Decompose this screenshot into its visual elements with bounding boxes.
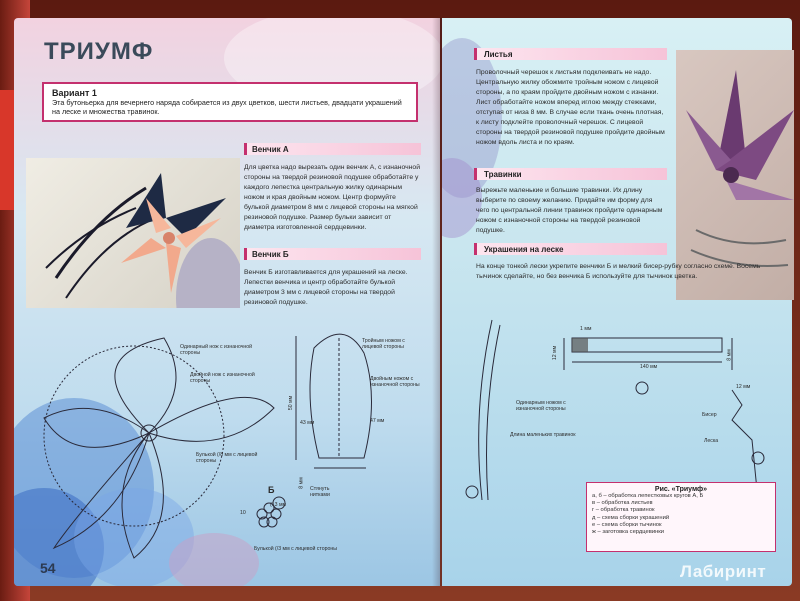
figure-caption bbox=[586, 482, 776, 552]
label-stretch: Стянуть нитками bbox=[310, 486, 330, 498]
petal-diagram bbox=[14, 318, 440, 578]
label-dim-1: 1 мм bbox=[580, 326, 592, 332]
label-dim-8: 8 мм bbox=[298, 477, 305, 489]
label-dim-13: (13 мм bbox=[270, 502, 287, 508]
label-line: Леска bbox=[704, 438, 719, 444]
decor-heading: Украшения на леске bbox=[484, 245, 564, 254]
small-flower-b bbox=[254, 500, 287, 530]
grass-line-diagram bbox=[442, 310, 792, 510]
label-dim-43: 43 мм bbox=[300, 420, 315, 426]
section-a-heading: Венчик А bbox=[252, 145, 289, 154]
caption-line: г – обработка травинок bbox=[592, 507, 655, 514]
watermark: Лабиринт bbox=[680, 562, 767, 581]
variant-text: Эта бутоньерка для вечернего наряда собирается из двух цветков, шести листьев, двадцати украшений на леске и множества травинок. bbox=[52, 98, 402, 116]
label-bead: Бисер bbox=[702, 412, 717, 418]
section-b-text: Венчик Б изготавливается для украшений на леске. Лепестки венчика и центр обработайте булькой диаметром 3 мм с лицевой стороны на твердой резиновой подушке. bbox=[244, 269, 408, 306]
caption-title: Рис. «Триумф» bbox=[654, 486, 708, 493]
label-dim-50: 50 мм bbox=[288, 395, 295, 411]
label-dim-12: 12 мм bbox=[552, 345, 559, 361]
label-single-knife-right: Одинарным ножом с изнаночной стороны bbox=[516, 400, 566, 412]
label-grass-length: Длина маленьких травинок bbox=[510, 432, 576, 438]
grass-heading: Травинки bbox=[484, 170, 522, 179]
label-dim-140: 140 мм bbox=[640, 364, 658, 370]
label-ball-3: Булькой (/3 мм с лицевой стороны bbox=[254, 546, 337, 552]
caption-line: в – обработка листьев bbox=[592, 500, 653, 507]
label-dim-10: 10 bbox=[240, 510, 246, 516]
label-dim-8: 8 мм bbox=[726, 349, 733, 361]
variant-box bbox=[42, 82, 418, 122]
flower-illustration bbox=[26, 158, 240, 308]
label-single-knife: Одинарный нож с изнаночной стороны bbox=[180, 344, 253, 356]
caption-line: д – схема сборки украшений bbox=[592, 514, 670, 521]
caption-line: а, б – обработка лепестковых кругов А, Б bbox=[592, 493, 704, 499]
decor-text: На конце тонкой лески укрепите венчики Б и мелкий бисер-рубку согласно схеме. Восемь тычинок сделайте, но без венчика Б используйте для тычинок цветка. bbox=[476, 263, 761, 280]
label-double-knife-2: Двойным ножом с изнаночной стороны bbox=[370, 376, 420, 388]
section-a-text: Для цветка надо вырезать один венчик А, с изнаночной стороны на твердой резиновой подушке обработайте у каждого лепестка центральную жилку одинарным ножом и края двойным ножом. Центр формуйте булькой диаметром 8 мм с лицевой стороны на мягкой резиновой подушке. Размер бульки зависит от диаметра изготовленной сердцевинки. bbox=[244, 164, 420, 231]
page-title: ТРИУМФ bbox=[44, 38, 154, 65]
caption-line: ж – заготовка сердцевинки bbox=[592, 529, 665, 536]
label-ball-8: Булькой (/8 мм с лицевой стороны bbox=[196, 452, 258, 464]
caption-line: е – схема сборки тычинок bbox=[592, 521, 662, 528]
label-double-knife: Двойной нож с изнаночной стороны bbox=[190, 372, 255, 384]
label-b: Б bbox=[268, 485, 275, 495]
leaves-heading: Листья bbox=[484, 50, 513, 59]
page-number: 54 bbox=[40, 560, 56, 576]
label-dim-12b: 12 мм bbox=[736, 384, 751, 390]
variant-title: Вариант 1 bbox=[52, 88, 97, 98]
grass-text: Вырежьте маленькие и большие травинки. Их длину выберите по своему желанию. Придайте им форму для чего по центральной линии травинок пройдите одинарным ножом с изнаночной стороны на твердой резиновой подушке. bbox=[476, 187, 663, 234]
flower-photo bbox=[26, 158, 240, 308]
label-dim-47: 47 мм bbox=[370, 418, 385, 424]
leaves-text: Проволочный черешок к листьям подклеивать не надо. Центральную жилку обожмите тройным ножом с лицевой стороны, а по краям пройдите двойным ножом с изнанки. Лист обработайте ножом вперед иглою между стежками, отступая от низа 8 мм. В случае если ткань очень плотная, к листу подклейте проволочный черешок. С лицевой стороны на твердой резиновой подушке пройдите двойным ножом вдоль листа и по краям. bbox=[476, 69, 665, 146]
section-b-heading: Венчик Б bbox=[252, 250, 289, 259]
label-triple-knife: Тройным ножом с лицевой стороны bbox=[362, 338, 405, 350]
